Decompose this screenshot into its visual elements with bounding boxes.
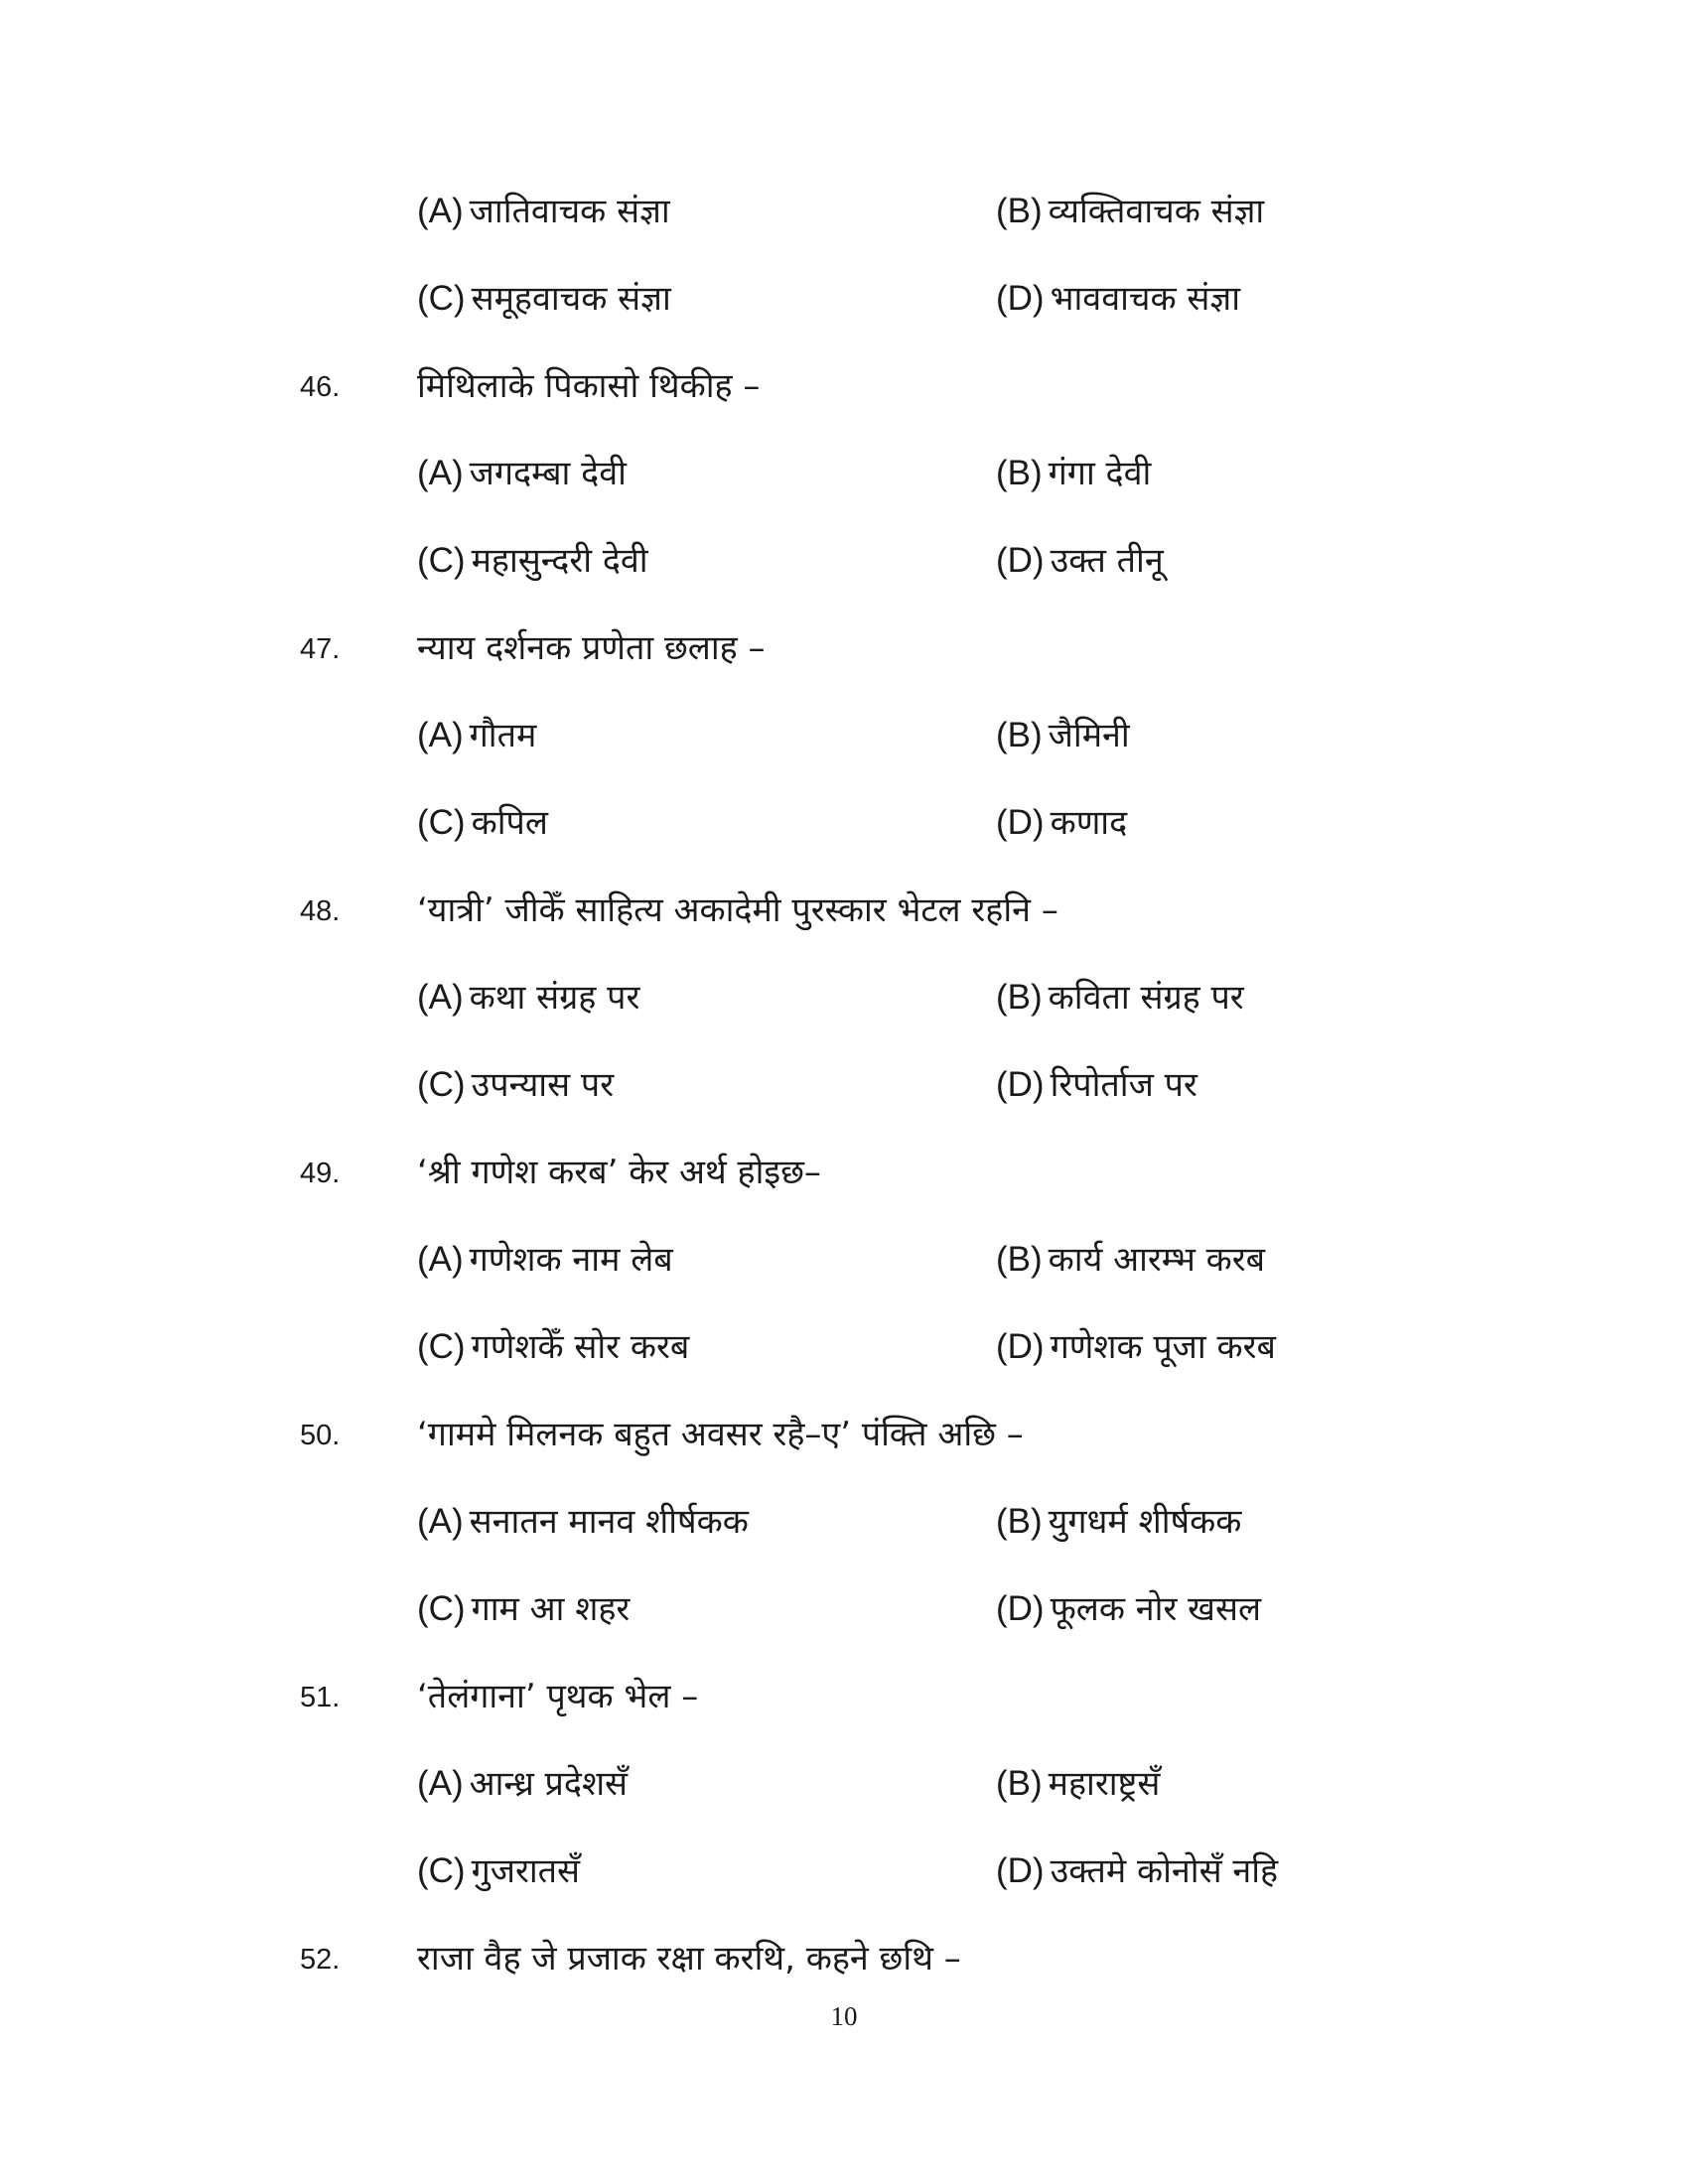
question-number: 47. [300, 633, 341, 665]
question-46 [0, 353, 1688, 413]
option-row [0, 1576, 1688, 1636]
option-b: (B) कविता संग्रह पर [996, 978, 1244, 1018]
question-number: 46. [300, 371, 341, 403]
option-b: (B) जैमिनी [996, 716, 1130, 755]
question-text: मिथिलाके पिकासो थिकीह – [417, 366, 761, 406]
question-number: 50. [300, 1420, 341, 1451]
option-row [0, 266, 1688, 326]
option-c: (C) कपिल [417, 803, 548, 843]
option-b: (B) गंगा देवी [996, 454, 1152, 493]
question-50 [0, 1402, 1688, 1461]
question-text: ‘तेलंगाना’ पृथक भेल – [417, 1677, 699, 1716]
question-text: ‘श्री गणेश करब’ केर अर्थ होइछ– [417, 1153, 821, 1192]
option-d: (D) रिपोर्ताज पर [996, 1065, 1197, 1105]
question-52 [0, 1926, 1688, 1985]
question-text: ‘गाममे मिलनक बहुत अवसर रहै–ए’ पंक्ति अछि – [417, 1415, 1024, 1454]
question-number: 52. [300, 1944, 341, 1976]
option-row [0, 1489, 1688, 1549]
question-number: 51. [300, 1682, 341, 1713]
option-a: (A) आन्ध्र प्रदेशसँ [417, 1764, 629, 1804]
option-row [0, 965, 1688, 1024]
question-48 [0, 878, 1688, 937]
option-b: (B) महाराष्ट्रसँ [996, 1764, 1161, 1804]
option-c: (C) महासुन्दरी देवी [417, 541, 648, 581]
option-a: (A) सनातन मानव शीर्षकक [417, 1502, 749, 1542]
question-47 [0, 615, 1688, 675]
question-51 [0, 1664, 1688, 1723]
option-row [0, 703, 1688, 762]
option-a: (A) जगदम्बा देवी [417, 454, 627, 493]
option-b: (B) व्यक्तिवाचक संज्ञा [996, 192, 1265, 231]
option-a: (A) गणेशक नाम लेब [417, 1240, 673, 1280]
question-49 [0, 1140, 1688, 1199]
option-row [0, 1227, 1688, 1287]
option-row [0, 441, 1688, 500]
option-a: (A) कथा संग्रह पर [417, 978, 640, 1018]
option-b: (B) युगधर्म शीर्षकक [996, 1502, 1242, 1542]
option-d: (D) कणाद [996, 803, 1128, 843]
question-number: 48. [300, 895, 341, 927]
option-row [0, 1052, 1688, 1112]
option-b: (B) कार्य आरम्भ करब [996, 1240, 1266, 1280]
option-d: (D) उक्त तीनू [996, 541, 1164, 581]
question-text: ‘यात्री’ जीकेँ साहित्य अकादेमी पुरस्कार भेटल रहनि – [417, 890, 1058, 930]
option-row [0, 179, 1688, 238]
option-c: (C) समूहवाचक संज्ञा [417, 279, 671, 319]
option-d: (D) उक्तमे कोनोसँ नहि [996, 1851, 1279, 1891]
page-number: 10 [830, 2001, 858, 2031]
option-row [0, 1314, 1688, 1374]
option-d: (D) गणेशक पूजा करब [996, 1327, 1276, 1367]
option-d: (D) फूलक नोर खसल [996, 1589, 1262, 1629]
question-text: न्याय दर्शनक प्रणेता छलाह – [417, 628, 766, 668]
option-c: (C) गुजरातसँ [417, 1851, 581, 1891]
option-a: (A) गौतम [417, 716, 537, 755]
option-row [0, 790, 1688, 850]
option-row [0, 1751, 1688, 1811]
option-row [0, 1839, 1688, 1898]
option-c: (C) गाम आ शहर [417, 1589, 631, 1629]
option-c: (C) उपन्यास पर [417, 1065, 615, 1105]
option-d: (D) भाववाचक संज्ञा [996, 279, 1241, 319]
option-c: (C) गणेशकेँ सोर करब [417, 1327, 690, 1367]
question-text: राजा वैह जे प्रजाक रक्षा करथि, कहने छथि – [417, 1939, 961, 1979]
option-row [0, 528, 1688, 588]
option-a: (A) जातिवाचक संज्ञा [417, 192, 670, 231]
question-number: 49. [300, 1158, 341, 1189]
